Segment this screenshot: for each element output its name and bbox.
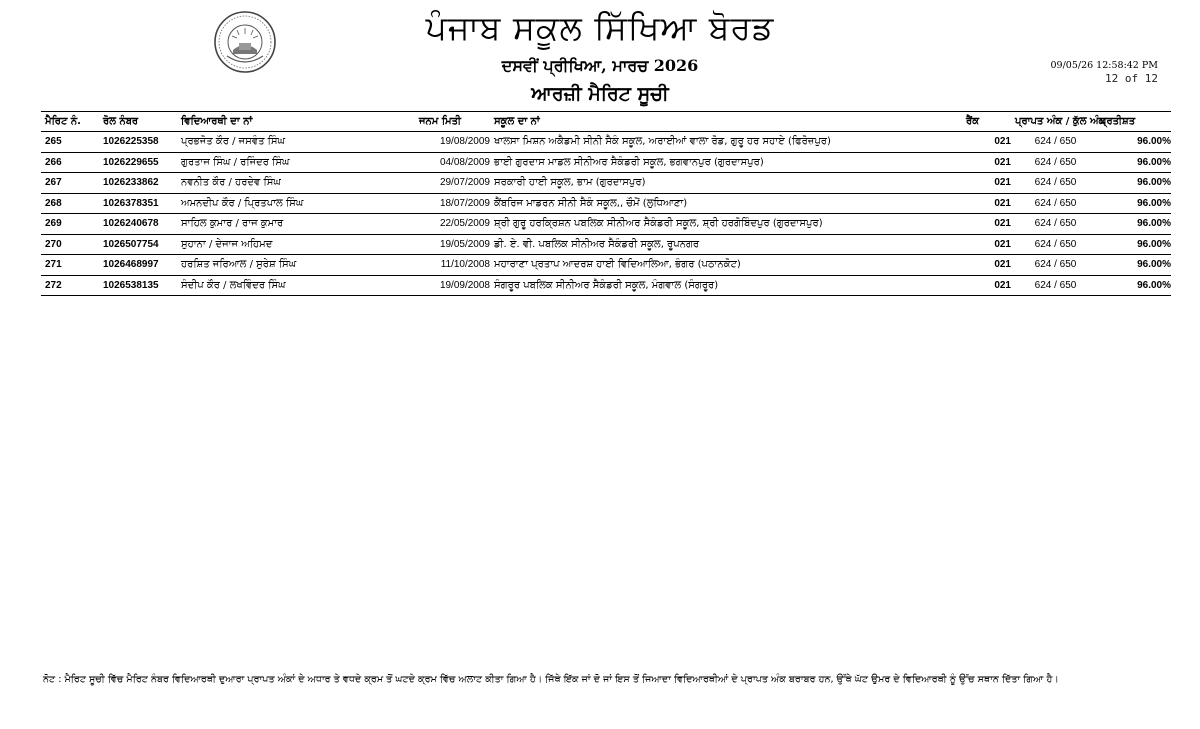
date-of-birth-cell: 19/09/2008	[415, 275, 490, 296]
col-header-merit: ਮੈਰਿਟ ਨੰ.	[41, 112, 87, 132]
rank-cell: 021	[962, 193, 1011, 214]
col-header-roll: ਰੋਲ ਨੰਬਰ	[87, 112, 177, 132]
merit-number-cell: 268	[41, 193, 87, 214]
rank-cell: 021	[962, 234, 1011, 255]
marks-cell: 624 / 650	[1011, 193, 1096, 214]
col-header-marks: ਪ੍ਰਾਪਤ ਅੰਕ / ਕੁੱਲ ਅੰਕ	[1011, 112, 1096, 132]
percentage-cell: 96.00%	[1096, 152, 1171, 173]
date-of-birth-cell: 22/05/2009	[415, 214, 490, 235]
student-name-cell: ਅਮਨਦੀਪ ਕੌਰ / ਪ੍ਰਿਤਪਾਲ ਸਿੰਘ	[177, 193, 415, 214]
col-header-rank: ਰੈਂਕ	[962, 112, 1011, 132]
footer-note: ਨੋਟ : ਮੈਰਿਟ ਸੂਚੀ ਵਿੱਚ ਮੈਰਿਟ ਨੰਬਰ ਵਿਦਿਆਰਥੀ ਦੁਆਰਾ ਪ੍ਰਾਪਤ ਅੰਕਾਂ ਦੇ ਅਧਾਰ ਤੇ ਵਧਦੇ ਕ੍ਰਮ ਤੋਂ ਘਟਦੇ ਕ੍ਰਮ ਵਿੱਚ ਅਲਾਟ ਕੀਤਾ ਗਿਆ ਹੈ। ਜਿੱਥੇ ਇੱਕ ਜਾਂ ਦੋ ਜਾਂ ਇਸ ਤੋਂ ਜਿਆਦਾ ਵਿਦਿਆਰਥੀਆਂ ਦੇ ਪ੍ਰਾਪਤ ਅੰਕ ਬਰਾਬਰ ਹਨ, ਉੱਥੇ ਘੱਟ ਉਮਰ ਦੇ ਵਿਦਿਆਰਥੀ ਨੂੰ ਉੱਚ ਸਥਾਨ ਦਿੱਤਾ ਗਿਆ ਹੈ।	[43, 674, 1059, 685]
merit-table	[41, 111, 1171, 296]
merit-list-title: ਆਰਜ਼ੀ ਮੈਰਿਟ ਸੂਚੀ	[531, 83, 669, 105]
merit-number-cell: 267	[41, 173, 87, 194]
marks-cell: 624 / 650	[1011, 234, 1096, 255]
date-of-birth-cell: 29/07/2009	[415, 173, 490, 194]
rank-cell: 021	[962, 152, 1011, 173]
table-row	[41, 193, 1171, 214]
school-name-cell: ਕੈਂਬਰਿਜ ਮਾਡਰਨ ਸੀਨੀ ਸੈਕੰ ਸਕੂਲ,, ਚੌਮੋਂ (ਲੁਧਿਆਣਾ)	[490, 193, 962, 214]
school-name-cell: ਸ਼੍ਰੀ ਗੁਰੂ ਹਰਕ੍ਰਿਸ਼ਨ ਪਬਲਿਕ ਸੀਨੀਅਰ ਸੈਕੰਡਰੀ ਸਕੂਲ, ਸ਼੍ਰੀ ਹਰਗੋਬਿੰਦਪੁਰ (ਗੁਰਦਾਸਪੁਰ)	[490, 214, 962, 235]
school-name-cell: ਮਹਾਰਾਣਾ ਪ੍ਰਤਾਪ ਆਦਰਸ਼ ਹਾਈ ਵਿਦਿਆਲਿਆ, ਭੰਗਰ (ਪਠਾਨਕੋਟ)	[490, 255, 962, 276]
marks-cell: 624 / 650	[1011, 152, 1096, 173]
percentage-cell: 96.00%	[1096, 214, 1171, 235]
col-header-name: ਵਿਦਿਆਰਥੀ ਦਾ ਨਾਂ	[177, 112, 415, 132]
marks-cell: 624 / 650	[1011, 173, 1096, 194]
date-of-birth-cell: 19/05/2009	[415, 234, 490, 255]
percentage-cell: 96.00%	[1096, 193, 1171, 214]
student-name-cell: ਨਵਨੀਤ ਕੌਰ / ਹਰਦੇਵ ਸਿੰਘ	[177, 173, 415, 194]
school-name-cell: ਸੰਗਰੂਰ ਪਬਲਿਕ ਸੀਨੀਅਰ ਸੈਕੰਡਰੀ ਸਕੂਲ, ਮੰਗਵਾਲ (ਸੰਗਰੂਰ)	[490, 275, 962, 296]
percentage-cell: 96.00%	[1096, 132, 1171, 153]
rank-cell: 021	[962, 214, 1011, 235]
student-name-cell: ਗੁਰਤਾਜ ਸਿੰਘ / ਰਜਿੰਦਰ ਸਿੰਘ	[177, 152, 415, 173]
page-count: 12 of 12	[1105, 72, 1158, 85]
rank-cell: 021	[962, 255, 1011, 276]
merit-number-cell: 265	[41, 132, 87, 153]
school-name-cell: ਭਾਈ ਗੁਰਦਾਸ ਮਾਡਲ ਸੀਨੀਅਰ ਸੈਕੰਡਰੀ ਸਕੂਲ, ਭਗਵਾਨਪੁਰ (ਗੁਰਦਾਸਪੁਰ)	[490, 152, 962, 173]
rank-cell: 021	[962, 173, 1011, 194]
table-row	[41, 152, 1171, 173]
merit-number-cell: 271	[41, 255, 87, 276]
board-title: ਪੰਜਾਬ ਸਕੂਲ ਸਿੱਖਿਆ ਬੋਰਡ	[425, 8, 775, 47]
roll-number-cell: 1026468997	[87, 255, 177, 276]
merit-number-cell: 272	[41, 275, 87, 296]
col-header-dob: ਜਨਮ ਮਿਤੀ	[415, 112, 490, 132]
student-name-cell: ਹਰਸ਼ਿਤ ਜਰਿਆਲ / ਸੁਰੇਸ਼ ਸਿੰਘ	[177, 255, 415, 276]
table-row	[41, 275, 1171, 296]
rank-cell: 021	[962, 132, 1011, 153]
marks-cell: 624 / 650	[1011, 275, 1096, 296]
student-name-cell: ਪ੍ਰਭਜੋਤ ਕੌਰ / ਜਸਵੰਤ ਸਿੰਘ	[177, 132, 415, 153]
student-name-cell: ਸੁਹਾਨਾ / ਦੇਜਾਜ ਅਹਿਮਦ	[177, 234, 415, 255]
school-name-cell: ਡੀ. ਏ. ਵੀ. ਪਬਲਿਕ ਸੀਨੀਅਰ ਸੈਕੰਡਰੀ ਸਕੂਲ, ਰੂਪਨਗਰ	[490, 234, 962, 255]
roll-number-cell: 1026229655	[87, 152, 177, 173]
date-of-birth-cell: 11/10/2008	[415, 255, 490, 276]
date-of-birth-cell: 04/08/2009	[415, 152, 490, 173]
table-row	[41, 214, 1171, 235]
col-header-pct: ਪ੍ਰਤੀਸ਼ਤ	[1096, 112, 1171, 132]
percentage-cell: 96.00%	[1096, 234, 1171, 255]
roll-number-cell: 1026378351	[87, 193, 177, 214]
student-name-cell: ਸੰਦੀਪ ਕੌਰ / ਲਖਵਿੰਦਰ ਸਿੰਘ	[177, 275, 415, 296]
school-name-cell: ਸਰਕਾਰੀ ਹਾਈ ਸਕੂਲ, ਭਾਮ (ਗੁਰਦਾਸਪੁਰ)	[490, 173, 962, 194]
marks-cell: 624 / 650	[1011, 214, 1096, 235]
table-row	[41, 234, 1171, 255]
table-row	[41, 132, 1171, 153]
date-of-birth-cell: 18/07/2009	[415, 193, 490, 214]
roll-number-cell: 1026233862	[87, 173, 177, 194]
table-row	[41, 255, 1171, 276]
roll-number-cell: 1026225358	[87, 132, 177, 153]
print-timestamp: 09/05/26 12:58:42 PM	[1050, 60, 1158, 71]
percentage-cell: 96.00%	[1096, 275, 1171, 296]
merit-number-cell: 269	[41, 214, 87, 235]
rank-cell: 021	[962, 275, 1011, 296]
percentage-cell: 96.00%	[1096, 255, 1171, 276]
roll-number-cell: 1026538135	[87, 275, 177, 296]
date-of-birth-cell: 19/08/2009	[415, 132, 490, 153]
table-row	[41, 173, 1171, 194]
student-name-cell: ਸਾਹਿਲ ਕੁਮਾਰ / ਰਾਜ ਕੁਮਾਰ	[177, 214, 415, 235]
merit-number-cell: 270	[41, 234, 87, 255]
exam-title: ਦਸਵੀਂ ਪ੍ਰੀਖਿਆ, ਮਾਰਚ 2026	[501, 56, 699, 75]
merit-number-cell: 266	[41, 152, 87, 173]
col-header-school: ਸਕੂਲ ਦਾ ਨਾਂ	[490, 112, 962, 132]
table-header-row	[41, 112, 1171, 132]
roll-number-cell: 1026240678	[87, 214, 177, 235]
school-name-cell: ਖਾਲਸਾ ਮਿਸ਼ਨ ਅਕੈਡਮੀ ਸੀਨੀ ਸੈਕੰ ਸਕੂਲ, ਅਰਾਈਆਂ ਵਾਲਾ ਰੋਡ, ਗੁਰੂ ਹਰ ਸਹਾਏ (ਫਿਰੋਜ਼ਪੁਰ)	[490, 132, 962, 153]
marks-cell: 624 / 650	[1011, 132, 1096, 153]
percentage-cell: 96.00%	[1096, 173, 1171, 194]
roll-number-cell: 1026507754	[87, 234, 177, 255]
marks-cell: 624 / 650	[1011, 255, 1096, 276]
